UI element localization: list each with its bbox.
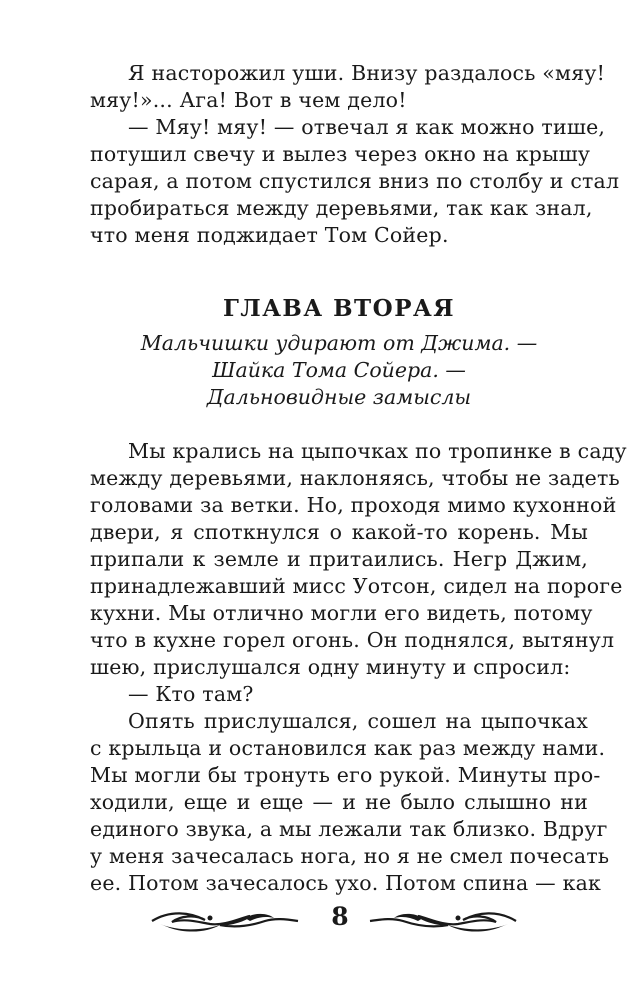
text-line: кухни. Мы отлично могли его видеть, потому	[90, 601, 593, 625]
text-line: мяу!»... Ага! Вот в чем дело!	[90, 88, 407, 112]
text-line: принадлежавший мисс Уотсон, сидел на пороге	[90, 574, 623, 598]
ornament-flourish-left-icon	[150, 908, 300, 934]
text-line: потушил свечу и вылез через окно на крышу	[90, 142, 591, 166]
text-line: — Кто там?	[128, 682, 254, 706]
text-line: с крыльца и остановился как раз между нами.	[90, 736, 606, 760]
text-section-1	[90, 60, 620, 249]
text-line: Я насторожил уши. Внизу раздалось «мяу!	[128, 61, 606, 85]
chapter-title: ГЛАВА ВТОРАЯ	[222, 295, 456, 322]
text-line: у меня зачесалась нога, но я не смел почесать	[90, 844, 610, 868]
chapter-subtitle-line: Шайка Тома Сойера. —	[212, 358, 466, 382]
text-line: Мы крались на цыпочках по тропинке в саду	[128, 439, 627, 463]
text-line: Опять прислушался, сошел на цыпочках	[128, 709, 588, 733]
text-line: единого звука, а мы лежали так близко. Вдруг	[90, 817, 608, 841]
text-line: пробираться между деревьями, так как знал,	[90, 196, 593, 220]
text-line: головами за ветки. Но, проходя мимо кухонной	[90, 493, 617, 517]
chapter-subtitle-line: Дальновидные замыслы	[206, 385, 472, 409]
text-line: припали к земле и притаились. Негр Джим,	[90, 547, 588, 571]
page-number: 8	[331, 902, 349, 931]
chapter-subtitle	[90, 330, 588, 411]
page-footer	[150, 900, 530, 940]
text-line: двери, я споткнулся о какой-то корень. Мы	[90, 520, 588, 544]
chapter-subtitle-line: Мальчишки удирают от Джима. —	[140, 331, 538, 355]
text-line: между деревьями, наклоняясь, чтобы не задеть	[90, 466, 620, 490]
text-line: что меня поджидает Том Сойер.	[90, 223, 449, 247]
text-line: что в кухне горел огонь. Он поднялся, вытянул	[90, 628, 615, 652]
text-section-2	[90, 438, 627, 897]
text-line: Мы могли бы тронуть его рукой. Минуты про-	[90, 763, 601, 787]
text-line: сарая, а потом спустился вниз по столбу и стал	[90, 169, 620, 193]
text-line: шею, прислушался одну минуту и спросил:	[90, 655, 571, 679]
text-line: ходили, еще и еще — и не было слышно ни	[90, 790, 588, 814]
text-line: ее. Потом зачесалось ухо. Потом спина — как	[90, 871, 602, 895]
text-line: — Мяу! мяу! — отвечал я как можно тише,	[128, 115, 606, 139]
ornament-flourish-right-icon	[368, 908, 518, 934]
